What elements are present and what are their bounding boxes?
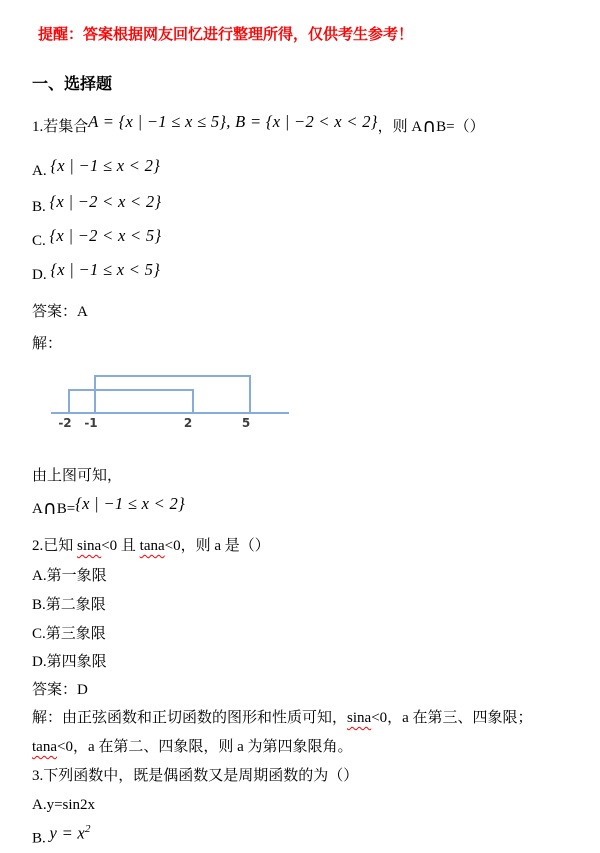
question-1-formula: A = {x | −1 ≤ x ≤ 5}, B = {x | −2 < x < 2}	[88, 112, 378, 131]
q1-conclusion-post: B=	[56, 501, 76, 517]
question-1	[32, 111, 592, 141]
question-2-prefix: 2.已知	[32, 538, 78, 554]
intersection-symbol: ∩	[422, 115, 437, 137]
question-3: 3.下列函数中，既是偶函数又是周期函数的为（）	[32, 768, 359, 784]
q2-solution-mid: <0，a 在第三、四象限；	[371, 710, 533, 726]
q1-conclusion-intro: 由上图可知，	[32, 468, 123, 484]
q2-solution-prefix: 解：由正弦函数和正切函数的图形和性质可知，	[32, 710, 348, 726]
question-1-suffix-post: B=（）	[436, 119, 485, 135]
q2-option-b: B.第二象限	[32, 597, 106, 613]
q1-option-a	[32, 156, 592, 185]
set-b-interval-bracket	[68, 389, 194, 414]
q3-option-b-base: y = x	[49, 823, 86, 843]
tick-label-5: 5	[241, 416, 251, 430]
question-2-between: <0 且	[101, 538, 140, 554]
q1-conclusion-formula: {x | −1 ≤ x < 2}	[75, 494, 185, 513]
q1-conclusion	[32, 493, 592, 523]
q2-option-c: C.第三象限	[32, 626, 106, 642]
question-2-suffix: <0，则 a 是（）	[164, 538, 270, 554]
tick-label-neg2: -2	[58, 416, 72, 430]
question-2	[32, 532, 592, 560]
q1-option-c-label: C.	[32, 233, 46, 249]
tick-label-neg1: -1	[84, 416, 98, 430]
question-1-suffix-pre: ，则 A	[377, 119, 423, 135]
q1-conclusion-pre: A	[32, 501, 43, 517]
q2-answer-label: 答案：	[32, 682, 78, 698]
q2-answer-line	[32, 676, 592, 704]
q1-option-a-formula: {x | −1 ≤ x < 2}	[50, 156, 161, 175]
intersection-symbol: ∩	[42, 497, 57, 519]
q3-option-b-label: B.	[32, 830, 46, 847]
q2-solution-line2	[32, 733, 592, 761]
number-line-diagram	[32, 368, 592, 436]
q1-solution-label: 解：	[32, 336, 63, 352]
spellcheck-term: tana	[139, 538, 165, 554]
tick-label-2: 2	[183, 416, 193, 430]
q1-option-a-label: A.	[32, 163, 47, 179]
q1-option-b	[32, 192, 592, 221]
spellcheck-term: tana	[32, 739, 57, 755]
question-1-prefix: 1.若集合	[32, 119, 89, 135]
q2-answer-value: D	[77, 682, 88, 698]
q2-option-a: A.第一象限	[32, 568, 107, 584]
spellcheck-term: sina	[77, 538, 102, 554]
q1-answer-label: 答案：	[32, 304, 78, 320]
number-line-axis	[51, 412, 289, 414]
q3-option-b	[32, 819, 592, 853]
q1-option-b-label: B.	[32, 199, 46, 215]
q3-option-b-exponent: 2	[85, 823, 91, 835]
q1-option-c	[32, 226, 592, 255]
q2-solution-end: <0，a 在第二、四象限，则 a 为第四象限角。	[56, 739, 353, 755]
q1-option-c-formula: {x | −2 < x < 5}	[49, 226, 162, 245]
q1-answer-line	[32, 298, 592, 326]
q2-option-d: D.第四象限	[32, 654, 107, 670]
q3-option-b-formula	[50, 815, 91, 848]
section-title: 一、选择题	[32, 74, 113, 93]
q1-option-b-formula: {x | −2 < x < 2}	[49, 192, 162, 211]
notice-banner: 提醒：答案根据网友回忆进行整理所得，仅供考生参考！	[38, 25, 414, 43]
q3-option-a: A.y=sin2x	[32, 797, 96, 813]
spellcheck-term: sina	[347, 710, 372, 726]
q2-solution-line1	[32, 704, 592, 732]
q1-option-d-label: D.	[32, 267, 47, 283]
q1-option-d	[32, 260, 592, 289]
q1-option-d-formula: {x | −1 ≤ x < 5}	[50, 260, 161, 279]
q1-answer-value: A	[77, 304, 88, 320]
